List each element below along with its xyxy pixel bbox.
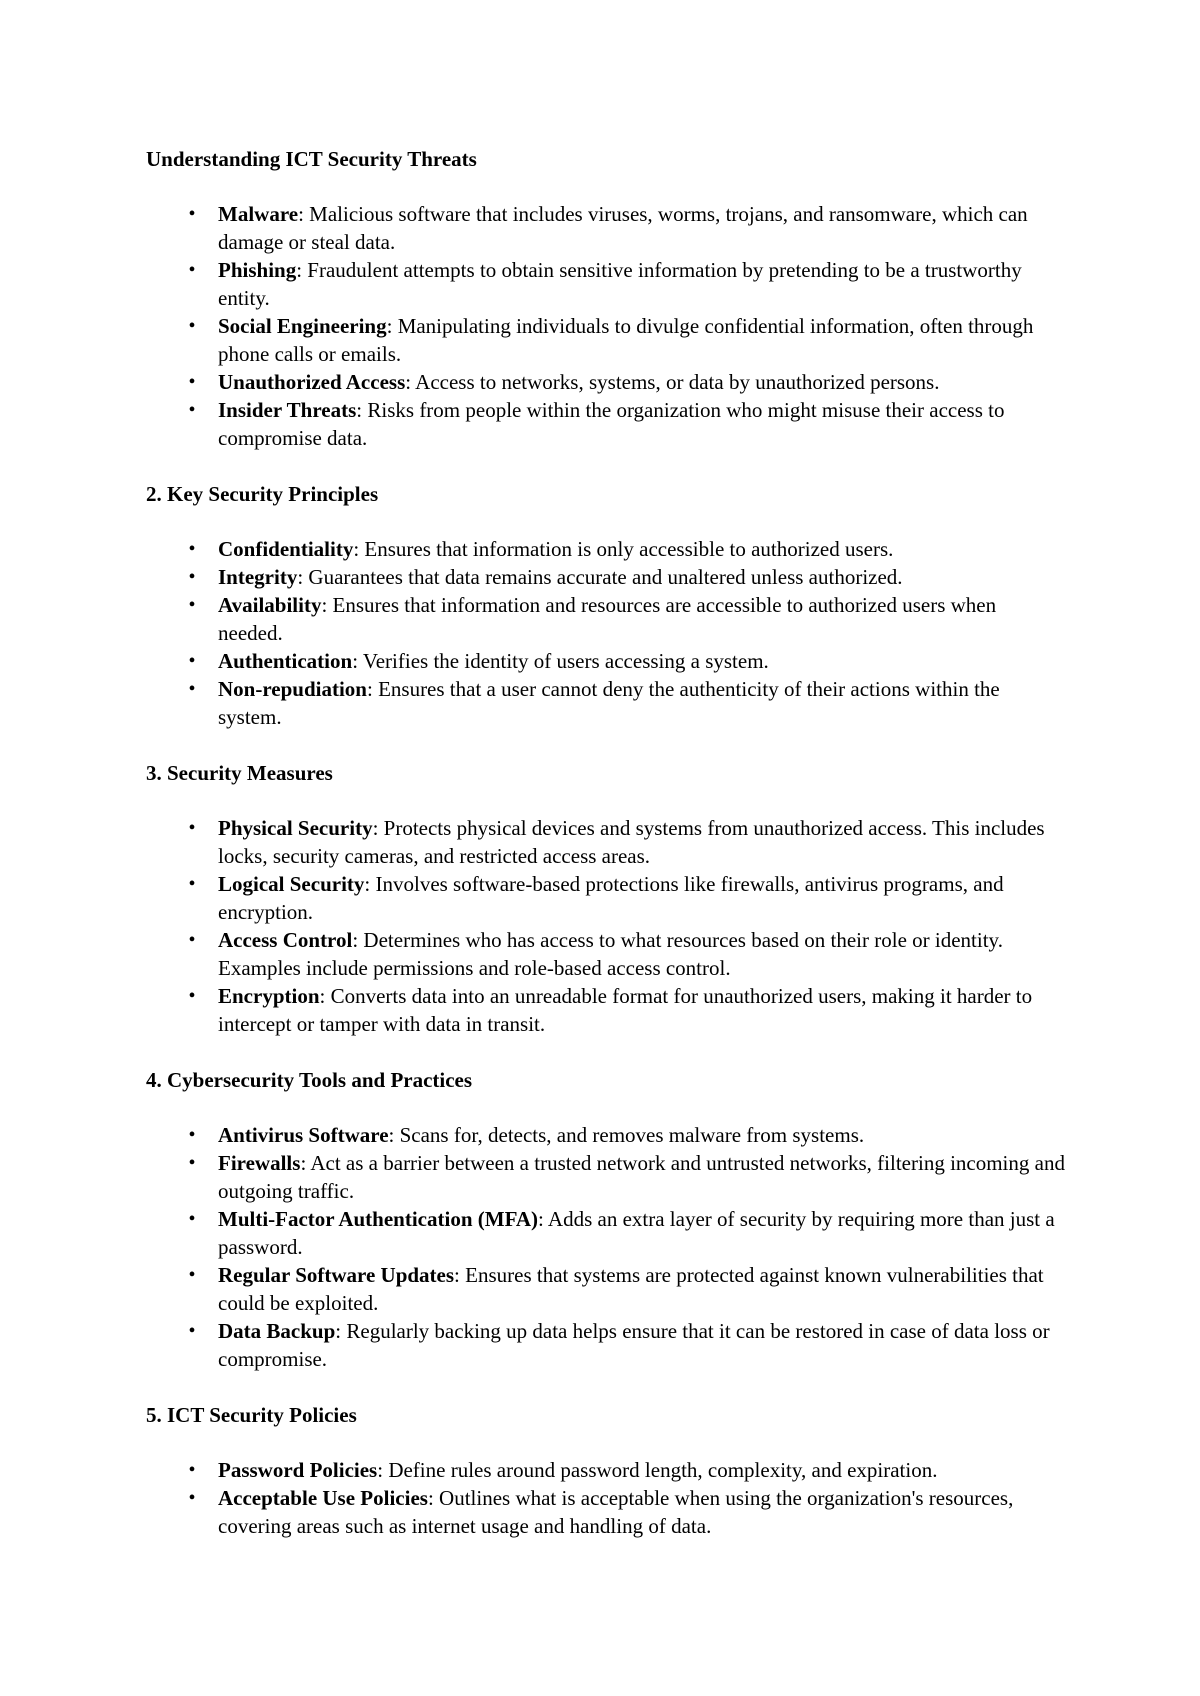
list-item <box>146 1317 1066 1373</box>
bullet-list <box>146 1456 1066 1540</box>
bullet-icon: • <box>188 259 196 281</box>
item-term: Access Control <box>218 928 353 952</box>
bullet-icon: • <box>188 650 196 672</box>
bullet-icon: • <box>188 817 196 839</box>
item-term: Logical Security <box>218 872 365 896</box>
item-text: : Ensures that information and resources are accessible to authorized users when needed. <box>218 593 997 645</box>
bullet-icon: • <box>188 371 196 393</box>
document-body <box>146 145 1066 1540</box>
item-text: : Regularly backing up data helps ensure that it can be restored in case of data loss or compromise. <box>218 1319 1050 1371</box>
list-item <box>146 982 1066 1038</box>
list-item <box>146 1456 1066 1484</box>
bullet-icon: • <box>188 678 196 700</box>
bullet-icon: • <box>188 1459 196 1481</box>
item-term: Confidentiality <box>218 537 354 561</box>
bullet-list <box>146 535 1066 731</box>
list-item <box>146 647 1066 675</box>
list-item <box>146 675 1066 731</box>
list-item <box>146 1484 1066 1540</box>
item-term: Insider Threats <box>218 398 357 422</box>
item-term: Authentication <box>218 649 353 673</box>
bullet-list <box>146 200 1066 452</box>
section-ict-security-threats <box>146 145 1066 452</box>
list-item <box>146 591 1066 647</box>
item-term: Multi-Factor Authentication (MFA) <box>218 1207 538 1231</box>
item-text: : Manipulating individuals to divulge confidential information, often through phone calls or emails. <box>218 314 1034 366</box>
item-term: Physical Security <box>218 816 373 840</box>
list-item <box>146 396 1066 452</box>
item-text: : Scans for, detects, and removes malware from systems. <box>388 1123 865 1147</box>
bullet-icon: • <box>188 203 196 225</box>
list-item <box>146 256 1066 312</box>
list-item <box>146 200 1066 256</box>
item-text: : Ensures that a user cannot deny the authenticity of their actions within the system. <box>218 677 1000 729</box>
section-heading: 2. Key Security Principles <box>146 482 379 506</box>
item-text: : Converts data into an unreadable format for unauthorized users, making it harder to intercept or tamper with data in transit. <box>218 984 1033 1036</box>
list-item <box>146 1261 1066 1317</box>
item-text: : Protects physical devices and systems from unauthorized access. This includes locks, security cameras, and restricted access areas. <box>218 816 1045 868</box>
list-item <box>146 926 1066 982</box>
item-text: : Guarantees that data remains accurate and unaltered unless authorized. <box>297 565 903 589</box>
item-term: Acceptable Use Policies <box>218 1486 428 1510</box>
bullet-list <box>146 814 1066 1038</box>
bullet-icon: • <box>188 985 196 1007</box>
bullet-icon: • <box>188 566 196 588</box>
item-text: : Verifies the identity of users accessing a system. <box>352 649 769 673</box>
item-term: Data Backup <box>218 1319 336 1343</box>
item-term: Firewalls <box>218 1151 301 1175</box>
bullet-icon: • <box>188 1208 196 1230</box>
list-item <box>146 368 1066 396</box>
list-item <box>146 563 1066 591</box>
item-text: : Risks from people within the organization who might misuse their access to compromise data. <box>218 398 1005 450</box>
list-item <box>146 312 1066 368</box>
bullet-icon: • <box>188 1152 196 1174</box>
list-item <box>146 1205 1066 1261</box>
section-heading: 5. ICT Security Policies <box>146 1403 357 1427</box>
item-text: : Determines who has access to what resources based on their role or identity. Examples include permissions and role-based access control. <box>218 928 1003 980</box>
item-text: : Fraudulent attempts to obtain sensitive information by pretending to be a trustworthy entity. <box>218 258 1022 310</box>
bullet-icon: • <box>188 1320 196 1342</box>
section-heading: Understanding ICT Security Threats <box>146 147 477 171</box>
list-item <box>146 1121 1066 1149</box>
section-heading: 3. Security Measures <box>146 761 333 785</box>
list-item <box>146 814 1066 870</box>
section-security-measures <box>146 759 1066 1038</box>
item-term: Integrity <box>218 565 298 589</box>
item-text: : Malicious software that includes viruses, worms, trojans, and ransomware, which can damage or steal data. <box>218 202 1028 254</box>
item-term: Social Engineering <box>218 314 387 338</box>
item-term: Regular Software Updates <box>218 1263 455 1287</box>
bullet-icon: • <box>188 1264 196 1286</box>
item-text: : Involves software-based protections like firewalls, antivirus programs, and encryption. <box>218 872 1004 924</box>
bullet-icon: • <box>188 538 196 560</box>
item-term: Phishing <box>218 258 297 282</box>
bullet-icon: • <box>188 929 196 951</box>
list-item <box>146 535 1066 563</box>
item-term: Availability <box>218 593 322 617</box>
section-cybersecurity-tools <box>146 1066 1066 1373</box>
item-text: : Access to networks, systems, or data by unauthorized persons. <box>405 370 940 394</box>
item-text: : Outlines what is acceptable when using the organization's resources, covering areas such as internet usage and handling of data. <box>218 1486 1014 1538</box>
item-text: : Adds an extra layer of security by requiring more than just a password. <box>218 1207 1055 1259</box>
bullet-icon: • <box>188 594 196 616</box>
section-ict-security-policies <box>146 1401 1066 1540</box>
bullet-icon: • <box>188 315 196 337</box>
bullet-icon: • <box>188 873 196 895</box>
item-term: Antivirus Software <box>218 1123 389 1147</box>
section-key-security-principles <box>146 480 1066 731</box>
list-item <box>146 1149 1066 1205</box>
bullet-list <box>146 1121 1066 1373</box>
item-text: : Ensures that information is only accessible to authorized users. <box>353 537 894 561</box>
bullet-icon: • <box>188 1487 196 1509</box>
item-text: : Ensures that systems are protected against known vulnerabilities that could be exploited. <box>218 1263 1044 1315</box>
bullet-icon: • <box>188 399 196 421</box>
item-text: : Act as a barrier between a trusted network and untrusted networks, filtering incoming and outgoing traffic. <box>218 1151 1065 1203</box>
item-text: : Define rules around password length, complexity, and expiration. <box>377 1458 938 1482</box>
section-heading: 4. Cybersecurity Tools and Practices <box>146 1068 473 1092</box>
list-item <box>146 870 1066 926</box>
item-term: Malware <box>218 202 299 226</box>
item-term: Unauthorized Access <box>218 370 406 394</box>
bullet-icon: • <box>188 1124 196 1146</box>
item-term: Password Policies <box>218 1458 378 1482</box>
item-term: Non-repudiation <box>218 677 367 701</box>
item-term: Encryption <box>218 984 320 1008</box>
